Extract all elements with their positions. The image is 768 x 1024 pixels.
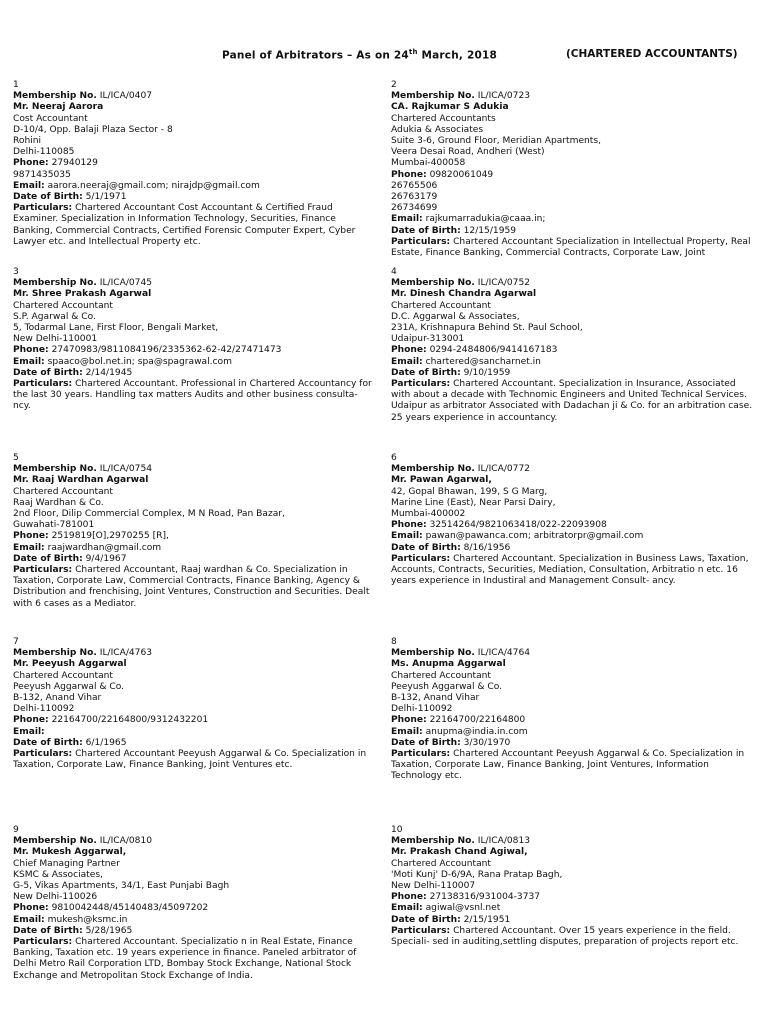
- date-of-birth: [391, 543, 755, 554]
- address-line: G-5, Vikas Apartments, 34/1, East Punjabi Bagh: [13, 881, 230, 892]
- membership-number: [13, 91, 377, 102]
- membership-number-label: Membership No.: [391, 91, 475, 102]
- arbitrator-name-text: Mr. Peeyush Aggarwal: [13, 659, 127, 670]
- arbitrator-entry: [13, 825, 377, 982]
- email-value: pawan@pawanca.com; arbitratorpr@gmail.com: [425, 531, 644, 542]
- particulars: [13, 203, 377, 248]
- particulars-label: Particulars:: [13, 749, 73, 760]
- arbitrator-name-text: Mr. Mukesh Aggarwal,: [13, 847, 127, 858]
- arbitrator-entry: [13, 80, 377, 248]
- address-line: Chartered Accountant: [391, 858, 491, 869]
- phone: [391, 345, 755, 356]
- particulars-label: Particulars:: [13, 203, 73, 214]
- phone-value: 22164700/22164800: [429, 715, 526, 726]
- address-line: KSMC & Associates,: [13, 869, 103, 880]
- address-line: Suite 3-6, Ground Floor, Meridian Apartments,: [391, 136, 602, 147]
- entry-number: 1: [13, 80, 19, 90]
- particulars: [13, 937, 377, 982]
- phone-label: Phone:: [13, 345, 49, 356]
- address-line: Rohini: [13, 136, 42, 147]
- arbitrator-entry: [391, 80, 755, 259]
- email: [391, 357, 755, 368]
- phone: [13, 345, 377, 356]
- arbitrator-name: [13, 102, 377, 113]
- address-line: Chartered Accountant: [391, 300, 491, 311]
- phone-label: Phone:: [13, 531, 49, 542]
- phone-extra: 26765506: [391, 180, 438, 191]
- date-of-birth-value: 5/28/1965: [85, 925, 133, 936]
- email: [13, 181, 377, 192]
- address-line: New Delhi-110001: [13, 334, 98, 345]
- address-line: 5, Todarmal Lane, First Floor, Bengali Market,: [13, 323, 219, 334]
- phone-label: Phone:: [391, 169, 427, 180]
- phone: [13, 715, 377, 726]
- arbitrator-entry: [13, 267, 377, 413]
- date-of-birth-value: 8/16/1956: [463, 542, 511, 553]
- email-label: Email:: [391, 531, 423, 542]
- date-of-birth-label: Date of Birth:: [13, 192, 83, 203]
- phone: [13, 158, 377, 169]
- particulars: [391, 237, 755, 259]
- date-of-birth-value: 2/15/1951: [463, 914, 511, 925]
- entry-number: 2: [391, 80, 397, 90]
- arbitrator-name: [13, 475, 377, 486]
- membership-number-value: IL/ICA/0810: [99, 836, 153, 847]
- entry-number: 5: [13, 453, 19, 463]
- arbitrator-name-text: Mr. Pawan Agarwal,: [391, 475, 492, 486]
- particulars: [13, 565, 377, 610]
- membership-number-value: IL/ICA/0813: [477, 836, 531, 847]
- phone: [391, 715, 755, 726]
- membership-number: [13, 278, 377, 289]
- email-label: Email:: [13, 914, 45, 925]
- phone-label: Phone:: [13, 903, 49, 914]
- entry-number: 4: [391, 267, 397, 277]
- membership-number-label: Membership No.: [13, 464, 97, 475]
- phone-value: 27940129: [51, 158, 98, 169]
- arbitrator-entry: [391, 267, 755, 424]
- particulars-value: Chartered Accountant Specialization in Intellectual Property, Real Estate, Finance Banking, Commercial Contracts, Corporate Law, Joint: [391, 236, 751, 259]
- email-value: aarora.neeraj@gmail.com; nirajdp@gmail.com: [47, 180, 260, 191]
- email-value: spaaco@bol.net.in; spa@spagrawal.com: [47, 356, 232, 367]
- address-line: Veera Desai Road, Andheri (West): [391, 147, 545, 158]
- email: [391, 214, 755, 225]
- arbitrator-name-text: Mr. Neeraj Aarora: [13, 102, 104, 113]
- phone-value: 0294-2484806/9414167183: [429, 345, 558, 356]
- date-of-birth-value: 2/14/1945: [85, 367, 133, 378]
- membership-number-value: IL/ICA/4764: [477, 648, 531, 659]
- particulars-value: Chartered Accountant. Specialization in Insurance, Associated with about a decade with Technomic Engineers and United Technical Services. Udaipur as arbitrator Associated with Dadachan ji & Co. for an arbitration case. 25 years experience in accountancy.: [391, 379, 753, 423]
- membership-number: [391, 278, 755, 289]
- address-line: Udaipur-313001: [391, 334, 465, 345]
- particulars-value: Chartered Accountant. Over 15 years experience in the field. Speciali- sed in auditing,settling disputes, preparation of projects report etc.: [391, 925, 739, 948]
- date-of-birth-label: Date of Birth:: [13, 925, 83, 936]
- particulars-value: Chartered Accountant Peeyush Aggarwal & Co. Specialization in Taxation, Corporate Law, Finance Banking, Joint Ventures etc.: [13, 749, 367, 771]
- date-of-birth: [391, 368, 755, 379]
- phone: [13, 531, 377, 542]
- arbitrator-name: [13, 659, 377, 670]
- particulars-value: Chartered Accountant Cost Accountant & Certified Fraud Examiner. Specialization in Information Technology, Securities, Finance Banking, Commercial Contracts, Certified Forensic Computer Expert, Cyber Lawyer etc. and Intellectual Property etc.: [13, 203, 356, 247]
- membership-number-label: Membership No.: [391, 464, 475, 475]
- arbitrator-entry: [13, 453, 377, 610]
- address-line: Chartered Accountant: [391, 670, 491, 681]
- entry-number: 10: [391, 825, 403, 835]
- email: [13, 915, 377, 926]
- email: [13, 727, 377, 738]
- particulars: [391, 379, 755, 424]
- address-line: New Delhi-110026: [13, 892, 98, 903]
- arbitrator-entry: [391, 453, 755, 587]
- email-value: agiwal@vsnl.net: [425, 903, 501, 914]
- phone-value: 27138316/931004-3737: [429, 892, 541, 903]
- phone-value: 09820061049: [429, 169, 494, 180]
- entry-number: 8: [391, 637, 397, 647]
- particulars-label: Particulars:: [391, 925, 451, 936]
- address-line: Chartered Accountant: [13, 486, 113, 497]
- email-value: anupma@india.in.com: [425, 726, 528, 737]
- membership-number: [391, 464, 755, 475]
- email-value: rajkumarradukia@caaa.in;: [425, 214, 546, 225]
- membership-number-label: Membership No.: [391, 648, 475, 659]
- email: [13, 543, 377, 554]
- address-line: B-132, Anand Vihar: [13, 693, 102, 704]
- email: [13, 357, 377, 368]
- email-label: Email:: [391, 356, 423, 367]
- membership-number: [391, 836, 755, 847]
- email: [391, 903, 755, 914]
- date-of-birth-label: Date of Birth:: [13, 737, 83, 748]
- date-of-birth-value: 9/4/1967: [85, 553, 127, 564]
- phone-label: Phone:: [13, 715, 49, 726]
- membership-number: [391, 91, 755, 102]
- phone: [391, 170, 755, 181]
- email-label: Email:: [13, 542, 45, 553]
- address-line: New Delhi-110007: [391, 881, 476, 892]
- email-value: mukesh@ksmc.in: [47, 914, 128, 925]
- arbitrator-name-text: Mr. Raaj Wardhan Agarwal: [13, 475, 149, 486]
- address-line: Delhi-110092: [391, 704, 453, 715]
- membership-number-value: IL/ICA/0723: [477, 91, 531, 102]
- address-line: Mumbai-400002: [391, 509, 466, 520]
- membership-number-value: IL/ICA/0752: [477, 278, 531, 289]
- entry-number: 9: [13, 825, 19, 835]
- address-line: 42, Gopal Bhawan, 199, S G Marg,: [391, 486, 548, 497]
- particulars-value: Chartered Accountant. Professional in Chartered Accountancy for the last 30 years. Handling tax matters Audits and other business consulta- ncy.: [13, 379, 372, 412]
- particulars-value: Chartered Accountant, Raaj wardhan & Co. Specialization in Taxation, Corporate Law, Commercial Contracts, Finance Banking, Agency & Distribution and frenchising, Joint Ventures, Construction and Securities. Dealt with 6 cases as a Mediator.: [13, 565, 370, 609]
- arbitrator-name: [13, 289, 377, 300]
- membership-number-label: Membership No.: [13, 91, 97, 102]
- date-of-birth-value: 3/30/1970: [463, 737, 511, 748]
- particulars: [13, 379, 377, 413]
- address-line: Peeyush Aggarwal & Co.: [13, 681, 125, 692]
- arbitrator-entry: [391, 637, 755, 783]
- address-line: Guwahati-781001: [13, 520, 95, 531]
- particulars-label: Particulars:: [391, 749, 451, 760]
- membership-number-label: Membership No.: [13, 278, 97, 289]
- date-of-birth: [391, 915, 755, 926]
- date-of-birth: [13, 368, 377, 379]
- membership-number-value: IL/ICA/0745: [99, 278, 153, 289]
- particulars: [391, 926, 755, 948]
- phone-extra: 26734699: [391, 203, 438, 214]
- phone-value: 2519819[O],2970255 [R],: [51, 531, 169, 542]
- phone: [391, 892, 755, 903]
- date-of-birth-value: 6/1/1965: [85, 737, 127, 748]
- email-label: Email:: [13, 356, 45, 367]
- address-line: D-10/4, Opp. Balaji Plaza Sector - 8: [13, 124, 173, 135]
- address-line: B-132, Anand Vihar: [391, 693, 480, 704]
- particulars-label: Particulars:: [391, 379, 451, 390]
- email: [391, 727, 755, 738]
- phone-label: Phone:: [13, 158, 49, 169]
- email-value: chartered@sancharnet.in: [425, 356, 541, 367]
- address-line: Chief Managing Partner: [13, 858, 120, 869]
- email-label: Email:: [391, 903, 423, 914]
- membership-number-label: Membership No.: [13, 648, 97, 659]
- membership-number: [13, 464, 377, 475]
- phone-label: Phone:: [391, 345, 427, 356]
- email: [391, 531, 755, 542]
- membership-number-label: Membership No.: [391, 278, 475, 289]
- phone-value: 9810042448/45140483/45097202: [51, 903, 209, 914]
- date-of-birth: [391, 738, 755, 749]
- membership-number-value: IL/ICA/4763: [99, 648, 153, 659]
- email-value: raajwardhan@gmail.com: [47, 542, 162, 553]
- arbitrator-name: [391, 475, 755, 486]
- arbitrator-name-text: Mr. Prakash Chand Agiwal,: [391, 847, 528, 858]
- arbitrator-entry: [13, 637, 377, 771]
- phone-label: Phone:: [391, 715, 427, 726]
- particulars-value: Chartered Accountant. Specializatio n in Real Estate, Finance Banking, Taxation etc. 19 years experience in finance. Paneled arbitrator of Delhi Metro Rail Corporation LTD, Bombay Stock Exchange, National Stock Exchange and Metropolitan Stock Exchange of India.: [13, 937, 357, 981]
- membership-number: [13, 648, 377, 659]
- address-line: Delhi-110085: [13, 147, 75, 158]
- email-label: Email:: [13, 726, 45, 737]
- date-of-birth-value: 5/1/1971: [85, 192, 127, 203]
- arbitrator-entry: [391, 825, 755, 948]
- address-line: Delhi-110092: [13, 704, 75, 715]
- membership-number-value: IL/ICA/0772: [477, 464, 531, 475]
- address-line: Chartered Accountants: [391, 113, 496, 124]
- date-of-birth-value: 12/15/1959: [463, 225, 517, 236]
- email-label: Email:: [13, 180, 45, 191]
- date-of-birth-label: Date of Birth:: [13, 553, 83, 564]
- phone-value: 32514264/9821063418/022-22093908: [429, 520, 607, 531]
- entry-number: 3: [13, 267, 19, 277]
- arbitrator-name: [391, 102, 755, 113]
- arbitrator-name-text: Mr. Shree Prakash Agarwal: [13, 289, 152, 300]
- address-line: Marine Line (East), Near Parsi Dairy,: [391, 497, 556, 508]
- particulars: [391, 749, 755, 783]
- address-line: 2nd Floor, Dilip Commercial Complex, M N Road, Pan Bazar,: [13, 509, 285, 520]
- date-of-birth: [13, 926, 377, 937]
- phone-label: Phone:: [391, 520, 427, 531]
- address-line: Raaj Wardhan & Co.: [13, 497, 104, 508]
- category-heading: (CHARTERED ACCOUNTANTS): [566, 48, 738, 60]
- date-of-birth-label: Date of Birth:: [391, 225, 461, 236]
- particulars-label: Particulars:: [13, 937, 73, 948]
- arbitrator-name: [391, 847, 755, 858]
- page-title: Panel of Arbitrators – As on 24th March, 2018: [222, 48, 497, 62]
- phone-extra: 9871435035: [13, 169, 71, 180]
- address-line: S.P. Agarwal & Co.: [13, 311, 96, 322]
- date-of-birth: [13, 192, 377, 203]
- date-of-birth: [391, 226, 755, 237]
- phone-value: 22164700/22164800/9312432201: [51, 715, 209, 726]
- phone-extra: 26763179: [391, 192, 438, 203]
- arbitrator-name: [391, 289, 755, 300]
- phone: [391, 520, 755, 531]
- date-of-birth-label: Date of Birth:: [391, 914, 461, 925]
- address-line: Chartered Accountant: [13, 300, 113, 311]
- particulars-label: Particulars:: [391, 553, 451, 564]
- membership-number-label: Membership No.: [13, 836, 97, 847]
- arbitrator-name: [13, 847, 377, 858]
- entry-number: 7: [13, 637, 19, 647]
- arbitrator-name-text: Mr. Dinesh Chandra Agarwal: [391, 289, 537, 300]
- membership-number-value: IL/ICA/0754: [99, 464, 153, 475]
- phone-label: Phone:: [391, 892, 427, 903]
- address-line: 231A, Krishnapura Behind St. Paul School,: [391, 323, 583, 334]
- date-of-birth-label: Date of Birth:: [391, 542, 461, 553]
- address-line: Peeyush Aggarwal & Co.: [391, 681, 503, 692]
- date-of-birth-label: Date of Birth:: [391, 367, 461, 378]
- membership-number: [13, 836, 377, 847]
- particulars-value: Chartered Accountant. Specialization in Business Laws, Taxation, Accounts, Contracts, Securities, Mediation, Consultation, Arbitratio n etc. 16 years experience in Industiral and Management Consult- ancy.: [391, 553, 749, 587]
- phone-value: 27470983/9811084196/2335362-62-42/27471473: [51, 345, 282, 356]
- date-of-birth-label: Date of Birth:: [13, 367, 83, 378]
- email-label: Email:: [391, 726, 423, 737]
- address-line: Chartered Accountant: [13, 670, 113, 681]
- arbitrator-name: [391, 659, 755, 670]
- arbitrator-name-text: Ms. Anupma Aggarwal: [391, 659, 506, 670]
- membership-number-value: IL/ICA/0407: [99, 91, 153, 102]
- phone: [13, 903, 377, 914]
- particulars: [13, 749, 377, 771]
- particulars-value: Chartered Accountant Peeyush Aggarwal & Co. Specialization in Taxation, Corporate Law, Finance Banking, Joint Ventures, Information Technology etc.: [391, 749, 745, 782]
- date-of-birth-value: 9/10/1959: [463, 367, 511, 378]
- date-of-birth: [13, 554, 377, 565]
- email-label: Email:: [391, 214, 423, 225]
- particulars-label: Particulars:: [13, 565, 73, 576]
- address-line: D.C. Aggarwal & Associates,: [391, 311, 520, 322]
- membership-number: [391, 648, 755, 659]
- address-line: Adukia & Associates: [391, 124, 484, 135]
- membership-number-label: Membership No.: [391, 836, 475, 847]
- date-of-birth-label: Date of Birth:: [391, 737, 461, 748]
- arbitrator-name-text: CA. Rajkumar S Adukia: [391, 102, 509, 113]
- address-line: 'Moti Kunj' D-6/9A, Rana Pratap Bagh,: [391, 869, 563, 880]
- date-of-birth: [13, 738, 377, 749]
- entry-number: 6: [391, 453, 397, 463]
- particulars-label: Particulars:: [13, 379, 73, 390]
- address-line: Mumbai-400058: [391, 158, 466, 169]
- particulars: [391, 554, 755, 588]
- particulars-label: Particulars:: [391, 236, 451, 247]
- address-line: Cost Accountant: [13, 113, 88, 124]
